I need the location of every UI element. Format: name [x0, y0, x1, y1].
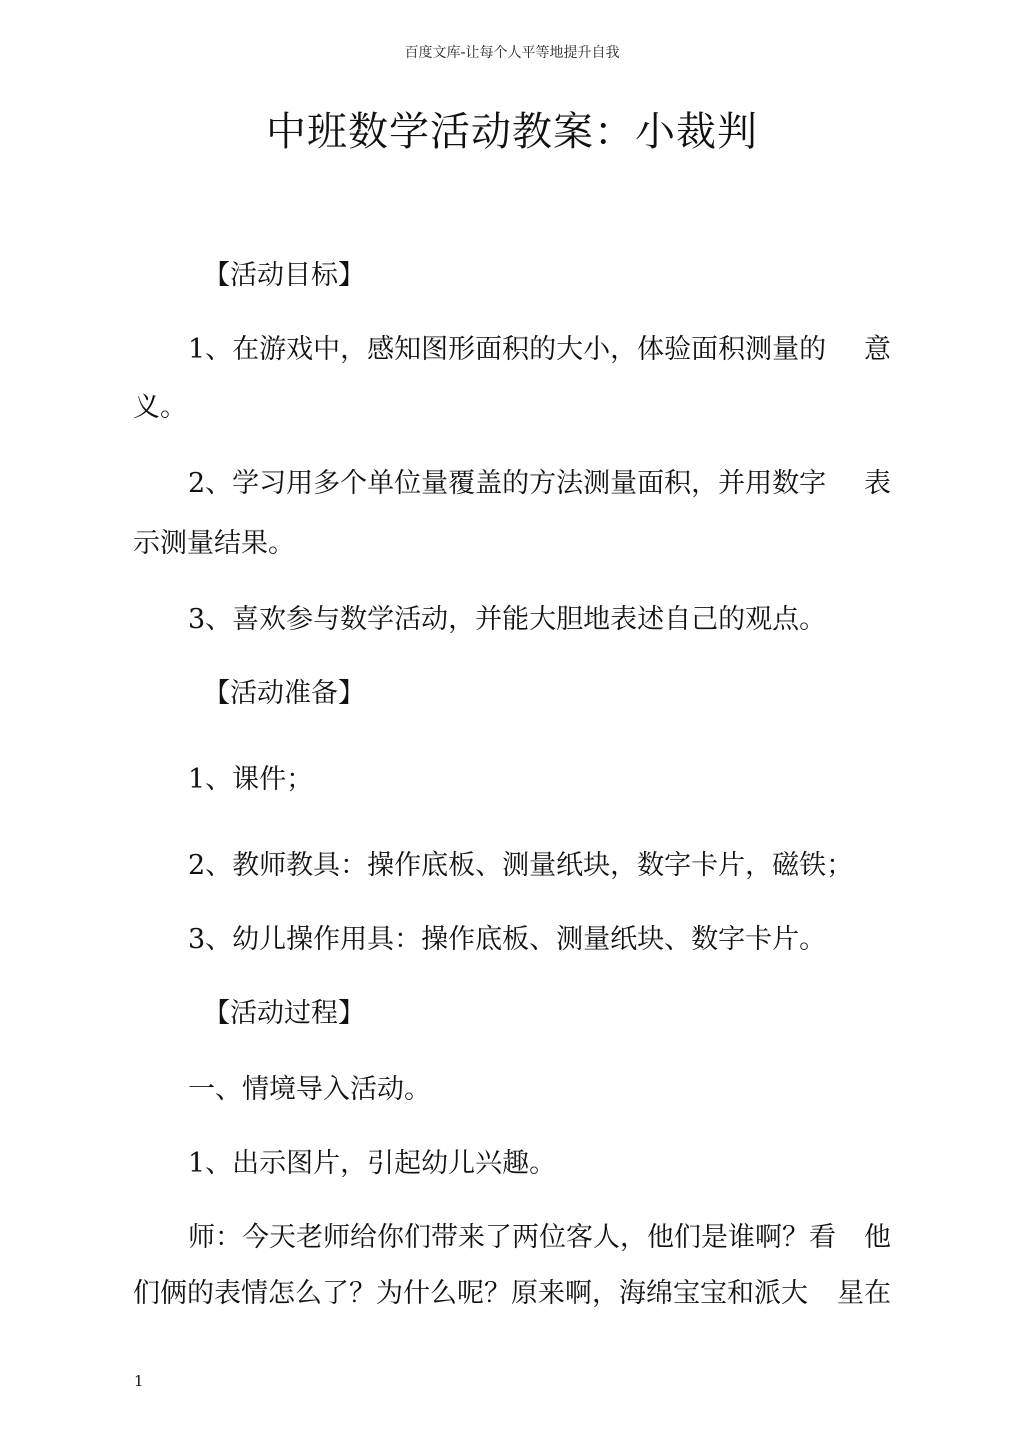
page-header: 百度文库-让每个人平等地提升自我 — [404, 45, 620, 61]
goal-1-line-1 — [0, 332, 891, 368]
goal-2-line-1 — [0, 466, 891, 502]
goal-1-line-2: 义。 — [133, 392, 187, 423]
prep-item-1: 1、课件； — [188, 764, 314, 795]
goal-2-text: 2、学习用多个单位量覆盖的方法测量面积，并用数字 — [188, 468, 827, 499]
goal-3: 3、喜欢参与数学活动，并能大胆地表述自己的观点。 — [188, 604, 827, 635]
goal-2-end: 表 — [864, 468, 891, 499]
page-number: 1 — [134, 1372, 144, 1390]
teacher-line-1-end: 他 — [864, 1222, 891, 1253]
document-title: 中班数学活动教案：小裁判 — [266, 109, 758, 155]
teacher-line-1-text: 师：今天老师给你们带来了两位客人，他们是谁啊？看 — [188, 1222, 836, 1253]
goal-2-line-2: 示测量结果。 — [133, 528, 295, 559]
process-step-1: 一、情境导入活动。 — [188, 1074, 431, 1105]
teacher-line-2-text: 们俩的表情怎么了？为什么呢？原来啊，海绵宝宝和派大 — [133, 1278, 808, 1309]
process-step-1-1: 1、出示图片，引起幼儿兴趣。 — [188, 1148, 557, 1179]
section-heading-process: 【活动过程】 — [203, 998, 365, 1029]
goal-1-end: 意 — [864, 334, 891, 365]
section-heading-goals: 【活动目标】 — [203, 260, 365, 291]
prep-item-3: 3、幼儿操作用具：操作底板、测量纸块、数字卡片。 — [188, 924, 827, 955]
teacher-line-2-end: 星在 — [837, 1278, 891, 1309]
teacher-line-2 — [0, 1276, 891, 1312]
prep-item-2: 2、教师教具：操作底板、测量纸块，数字卡片，磁铁； — [188, 850, 854, 881]
section-heading-preparation: 【活动准备】 — [203, 678, 365, 709]
goal-1-text: 1、在游戏中，感知图形面积的大小，体验面积测量的 — [188, 334, 827, 365]
teacher-line-1 — [0, 1220, 891, 1256]
